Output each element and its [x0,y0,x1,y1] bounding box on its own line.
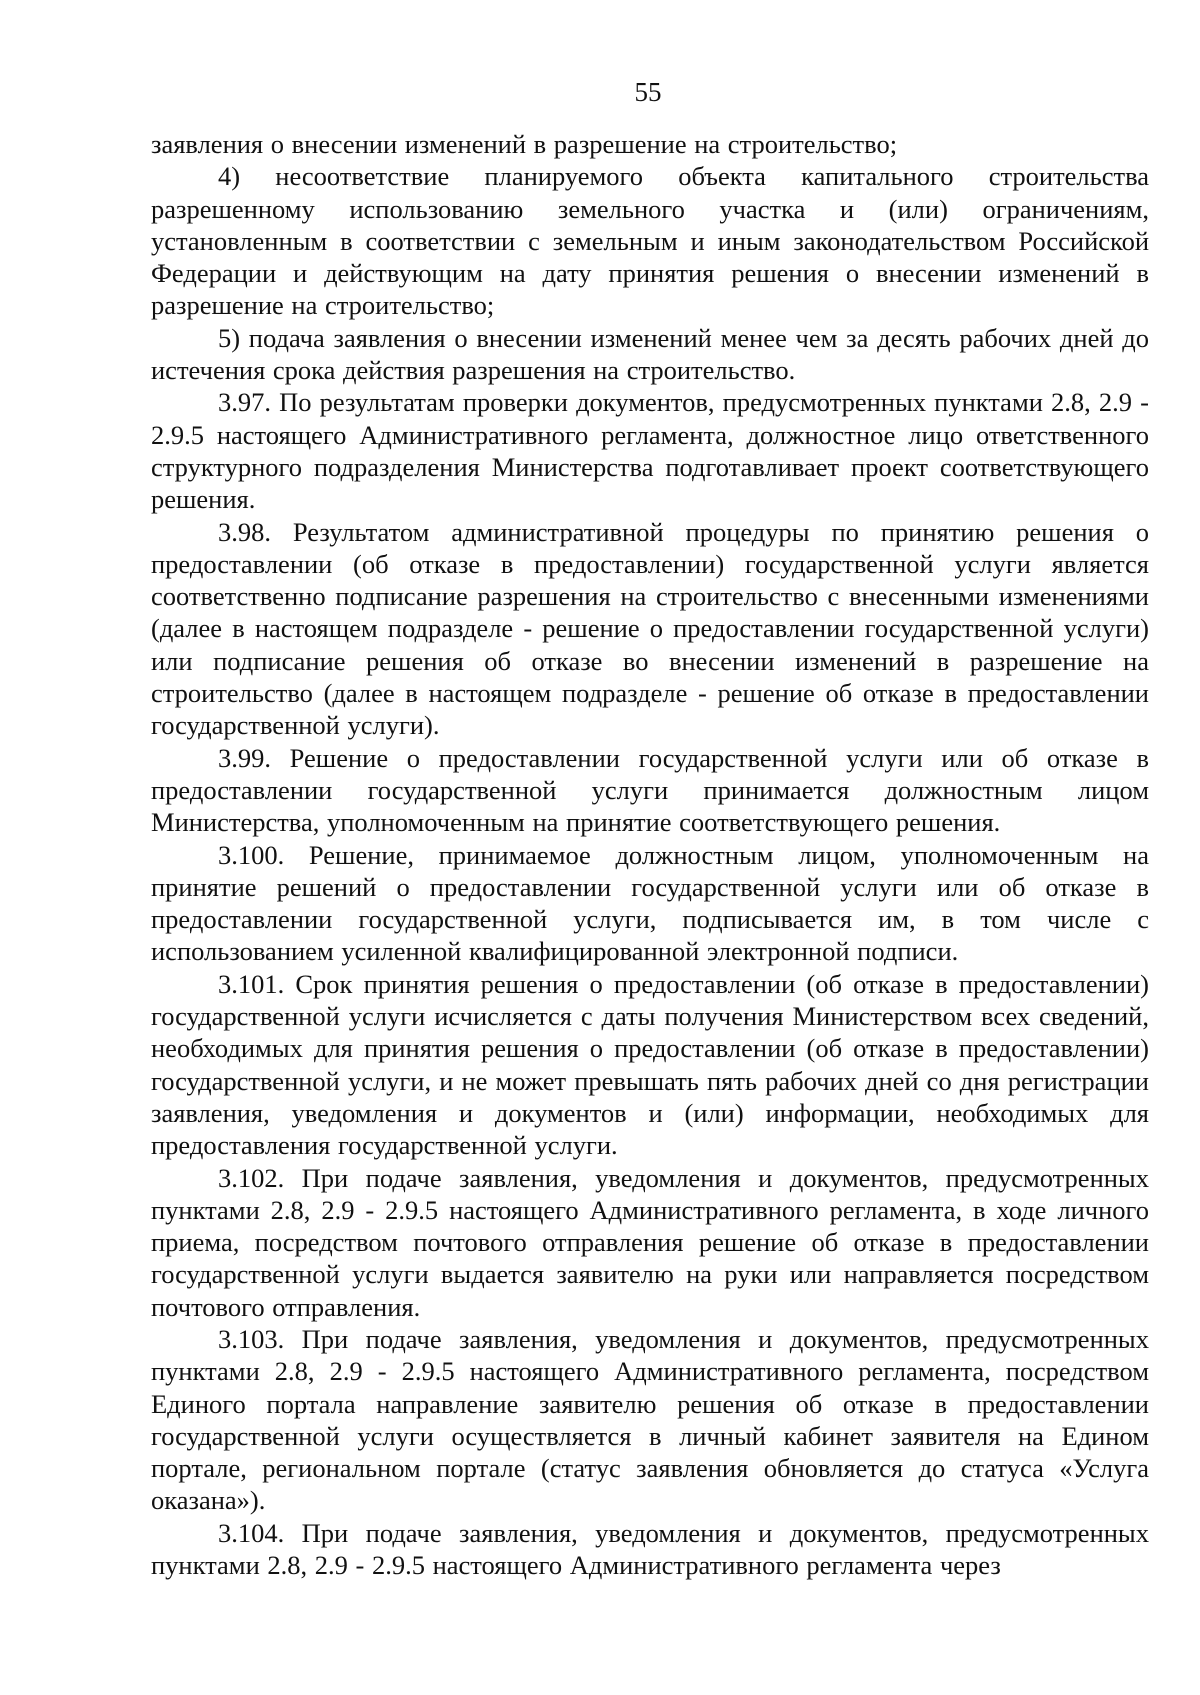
paragraph-item-4: 4) несоответствие планируемого объекта капитального строительства разрешенному использованию земельного участка и (или) ограничениям, установленным в соответствии с земельным и иным законодательством Российской Федерации и действующим на дату принятия решения о внесении изменений в разрешение на строительство; [151,161,1149,321]
paragraph-3-97: 3.97. По результатам проверки документов, предусмотренных пунктами 2.8, 2.9 - 2.9.5 настоящего Административного регламента, должностное лицо ответственного структурного подразделения Министерства подготавливает проект соответствующего решения. [151,387,1149,515]
paragraph-item-5: 5) подача заявления о внесении изменений менее чем за десять рабочих дней до истечения срока действия разрешения на строительство. [151,322,1149,386]
paragraph-continuation: заявления о внесении изменений в разрешение на строительство; [151,129,898,159]
page-number: 55 [634,77,662,107]
paragraph-3-100: 3.100. Решение, принимаемое должностным лицом, уполномоченным на принятие решений о предоставлении государственной услуги или об отказе в предоставлении государственной услуги, подписывается им, в том числе с использованием усиленной квалифицированной электронной подписи. [151,839,1149,967]
paragraph-3-101: 3.101. Срок принятия решения о предоставлении (об отказе в предоставлении) государственной услуги исчисляется с даты получения Министерством всех сведений, необходимых для принятия решения о предоставлении (об отказе в предоставлении) государственной услуги, и не может превышать пять рабочих дней со дня регистрации заявления, уведомления и документов и (или) информации, необходимых для предоставления государственной услуги. [151,968,1149,1161]
paragraph-3-98: 3.98. Результатом административной процедуры по принятию решения о предоставлении (об отказе в предоставлении) государственной услуги является соответственно подписание разрешения на строительство с внесенными изменениями (далее в настоящем подразделе - решение о предоставлении государственной услуги) или подписание решения об отказе во внесении изменений в разрешение на строительство (далее в настоящем подразделе - решение об отказе в предоставлении государственной услуги). [151,516,1149,741]
paragraph-3-99: 3.99. Решение о предоставлении государственной услуги или об отказе в предоставлении государственной услуги принимается должностным лицом Министерства, уполномоченным на принятие соответствующего решения. [151,742,1149,838]
paragraph-3-104: 3.104. При подаче заявления, уведомления и документов, предусмотренных пунктами 2.8, 2.9 - 2.9.5 настоящего Административного регламента через [151,1517,1149,1581]
paragraph-3-103: 3.103. При подаче заявления, уведомления и документов, предусмотренных пунктами 2.8, 2.9 - 2.9.5 настоящего Административного регламента, посредством Единого портала направление заявителю решения об отказе в предоставлении государственной услуги осуществляется в личный кабинет заявителя на Едином портале, региональном портале (статус заявления обновляется до статуса «Услуга оказана»). [151,1323,1149,1516]
document-body [151,128,1149,1581]
paragraph-3-102: 3.102. При подаче заявления, уведомления и документов, предусмотренных пунктами 2.8, 2.9 - 2.9.5 настоящего Административного регламента, в ходе личного приема, посредством почтового отправления решение об отказе в предоставлении государственной услуги выдается заявителю на руки или направляется посредством почтового отправления. [151,1162,1149,1322]
